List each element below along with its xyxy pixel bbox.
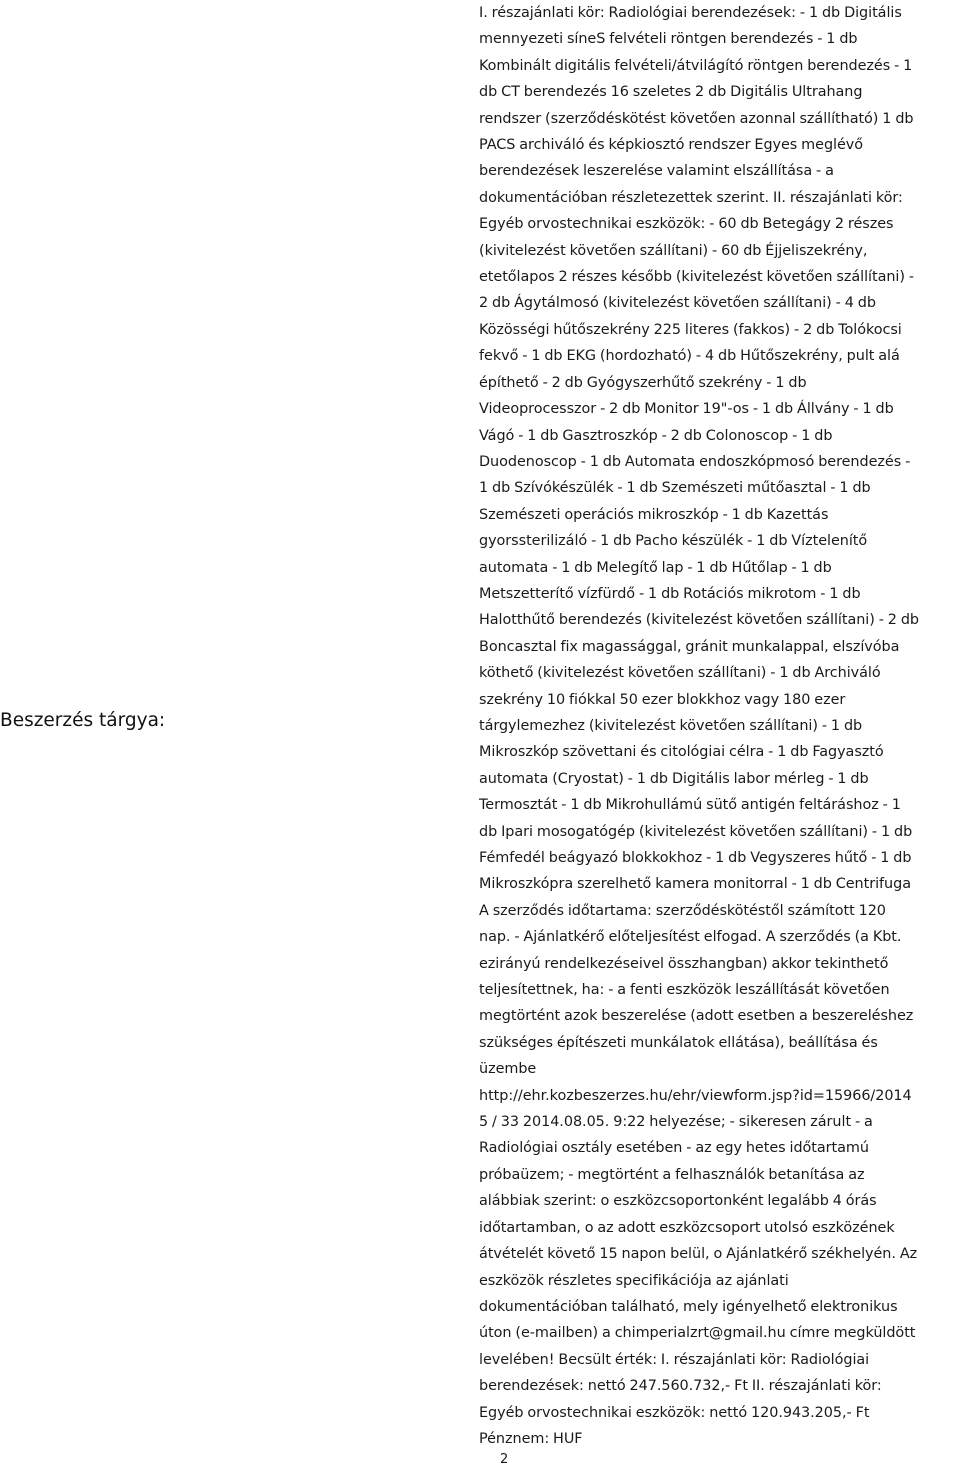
page-number: 2 [500,1452,509,1467]
field-value-beszerzes-targya: I. részajánlati kör: Radiológiai berendezések: - 1 db Digitális mennyezeti síneS felvételi röntgen berendezés - 1 db Kombinált digitális felvételi/átvilágító röntgen berendezés - 1 db CT berendezés 16 szeletes 2 db Digitális Ultrahang rendszer (szerződéskötést követően azonnal szállítható) 1 db PACS archiváló és képkiosztó rendszer Egyes meglévő berendezések leszerelése valamint elszállítása - a dokumentációban részletezettek szerint. II. részajánlati kör: Egyéb orvostechnikai eszközök: - 60 db Betegágy 2 részes (kivitelezést követően szállítani) - 60 db Éjjeliszekrény, etetőlapos 2 részes később (kivitelezést követően szállítani) - 2 db Ágytálmosó (kivitelezést követően szállítani) - 4 db Közösségi hűtőszekrény 225 literes (fakkos) - 2 db Tolókocsi fekvő - 1 db EKG (hordozható) - 4 db Hűtőszekrény, pult alá építhető - 2 db Gyógyszerhűtő szekrény - 1 db Videoprocesszor - 2 db Monitor 19"-os - 1 db Állvány - 1 db Vágó - 1 db Gasztroszkóp - 2 db Colonoscop - 1 db Duodenoscop - 1 db Automata endoszkópmosó berendezés - 1 db Szívókészülék - 1 db Szemészeti műtőasztal - 1 db Szemészeti operációs mikroszkóp - 1 db Kazettás gyorssterilizáló - 1 db Pacho készülék - 1 db Víztelenítő automata - 1 db Melegítő lap - 1 db Hűtőlap - 1 db Metszetterítő vízfürdő - 1 db Rotációs mikrotom - 1 db Halotthűtő berendezés (kivitelezést követően szállítani) - 2 db Boncasztal fix magassággal, gránit munkalappal, elszívóba köthető (kivitelezést követően szállítani) - 1 db Archiváló szekrény 10 fiókkal 50 ezer blokkhoz vagy 180 ezer tárgylemezhez (kivitelezést követően szállítani) - 1 db Mikroszkóp szövettani és citológiai célra - 1 db Fagyasztó automata (Cryostat) - 1 db Digitális labor mérleg - 1 db Termosztát - 1 db Mikrohullámú sütő antigén feltáráshoz - 1 db Ipari mosogatógép (kivitelezést követően szállítani) - 1 db Fémfedél beágyazó blokkokhoz - 1 db Vegyszeres hűtő - 1 db Mikroszkópra szerelhető kamera monitorral - 1 db Centrifuga A szerződés időtartama: szerződéskötéstől számított 120 nap. - Ajánlatkérő előteljesítést elfogad. A szerződés (a Kbt. ezirányú rendelkezéseivel összhangban) akkor tekinthető teljesítettnek, ha: - a fenti eszközök leszállítását követően megtörtént azok beszerelése (adott esetben a beszereléshez szükséges építészeti munkálatok ellátása), beállítása és üzembe http://ehr.kozbeszerzes.hu/ehr/viewform.jsp?id=15966/2014 5 / 33 2014.08.05. 9:22 helyezése; - sikeresen zárult - a Radiológiai osztály esetében - az egy hetes időtartamú próbaüzem; - megtörtént a felhasználók betanítása az alábbiak szerint: o eszközcsoportonként legalább 4 órás időtartamban, o az adott eszközcsoport utolsó eszközének átvételét követő 15 napon belül, o Ajánlatkérő székhelyén. Az eszközök részletes specifikációja az ajánlati dokumentációban található, mely igényelhető elektronikus úton (e-mailben) a chimperialzrt@gmail.hu címre megküldött levelében! Becsült érték: I. részajánlati kör: Radiológiai berendezések: nettó 247.560.732,- Ft II. részajánlati kör: Egyéb orvostechnikai eszközök: nettó 120.943.205,- Ft Pénznem: HUF [479,5,919,1447]
field-label-beszerzes-targya: Beszerzés tárgya: [0,710,166,731]
